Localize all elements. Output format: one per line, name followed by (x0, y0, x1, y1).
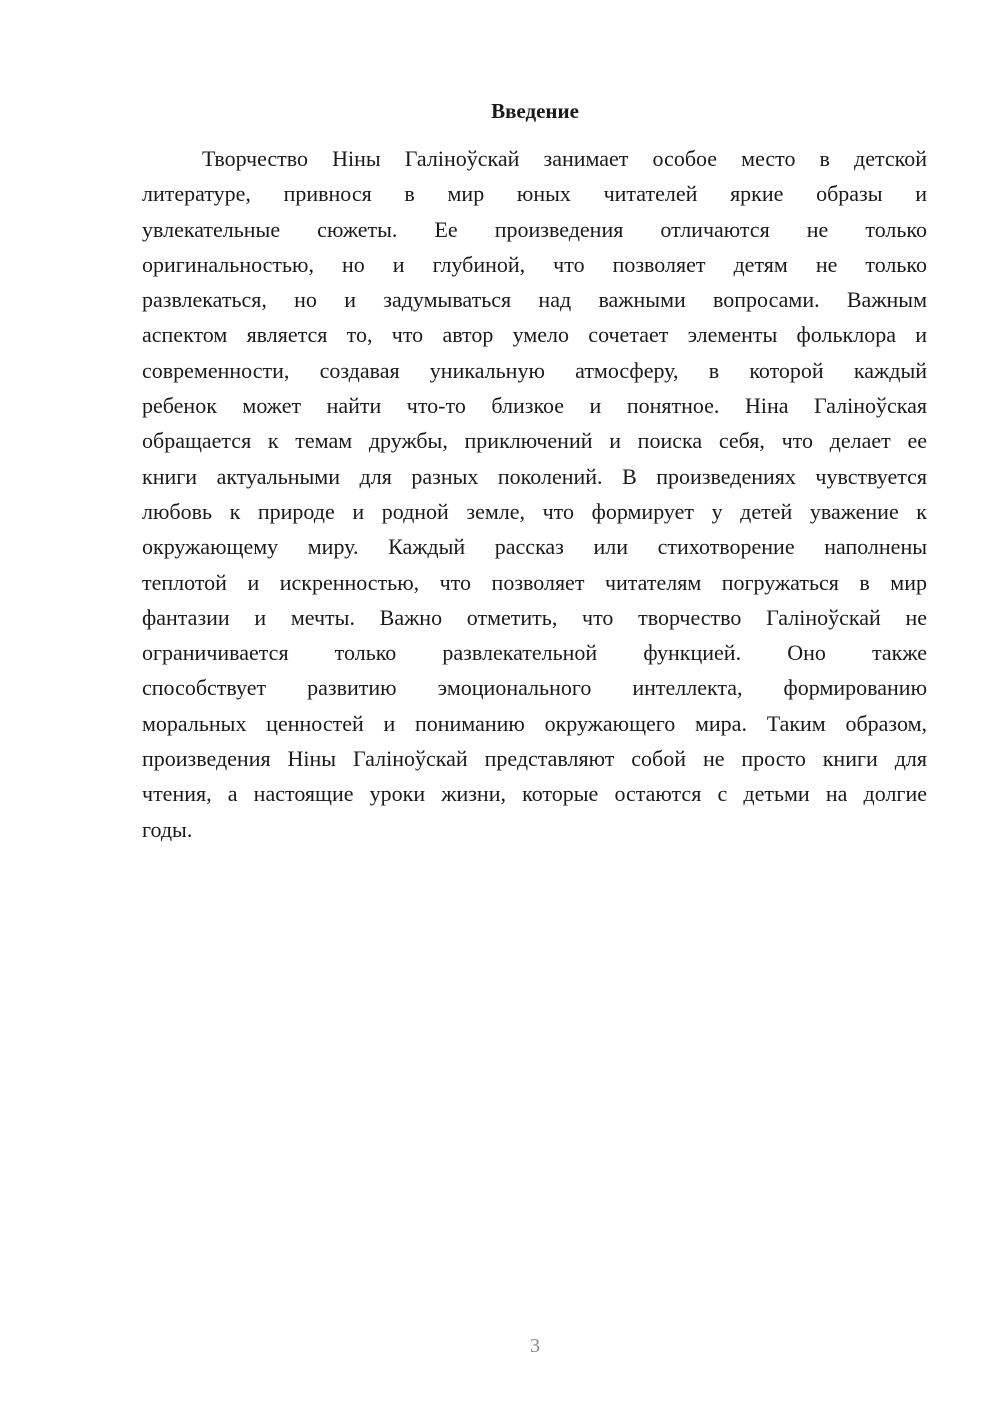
paragraph-line: произведения Ніны Галіноўскай представляют собой не просто книги для (142, 746, 927, 772)
paragraph-line: любовь к природе и родной земле, что формирует у детей уважение к (142, 498, 927, 524)
paragraph-line: окружающему миру. Каждый рассказ или стихотворение наполнены (142, 534, 927, 560)
paragraph-line: обращается к темам дружбы, приключений и поиска себя, что делает ее (142, 428, 927, 454)
paragraph-line: оригинальностью, но и глубиной, что позволяет детям не только (142, 251, 927, 277)
paragraph-line: развлекаться, но и задумываться над важными вопросами. Важным (142, 287, 927, 313)
section-heading: Введение (491, 99, 579, 123)
paragraph-line: чтения, а настоящие уроки жизни, которые остаются с детьми на долгие (142, 781, 927, 807)
paragraph-line: аспектом является то, что автор умело сочетает элементы фольклора и (142, 322, 927, 348)
paragraph-line: годы. (142, 816, 193, 842)
paragraph-line: литературе, привнося в мир юных читателей яркие образы и (142, 181, 927, 207)
paragraph-line: книги актуальными для разных поколений. В произведениях чувствуется (142, 463, 927, 489)
paragraph-line: увлекательные сюжеты. Ее произведения отличаются не только (142, 216, 927, 242)
paragraph-line: ограничивается только развлекательной функцией. Оно также (142, 640, 927, 666)
paragraph-line: теплотой и искренностью, что позволяет читателям погружаться в мир (142, 569, 927, 595)
paragraph-line: ребенок может найти что-то близкое и понятное. Ніна Галіноўская (142, 393, 927, 419)
intro-paragraph (142, 141, 927, 847)
paragraph-line: фантазии и мечты. Важно отметить, что творчество Галіноўскай не (142, 604, 927, 630)
paragraph-line: Творчество Ніны Галіноўскай занимает особое место в детской (202, 146, 927, 171)
paragraph-line: способствует развитию эмоционального интеллекта, формированию (142, 675, 927, 701)
paragraph-line: моральных ценностей и пониманию окружающего мира. Таким образом, (142, 710, 927, 736)
page-number: 3 (530, 1335, 540, 1357)
paragraph-line: современности, создавая уникальную атмосферу, в которой каждый (142, 357, 927, 383)
